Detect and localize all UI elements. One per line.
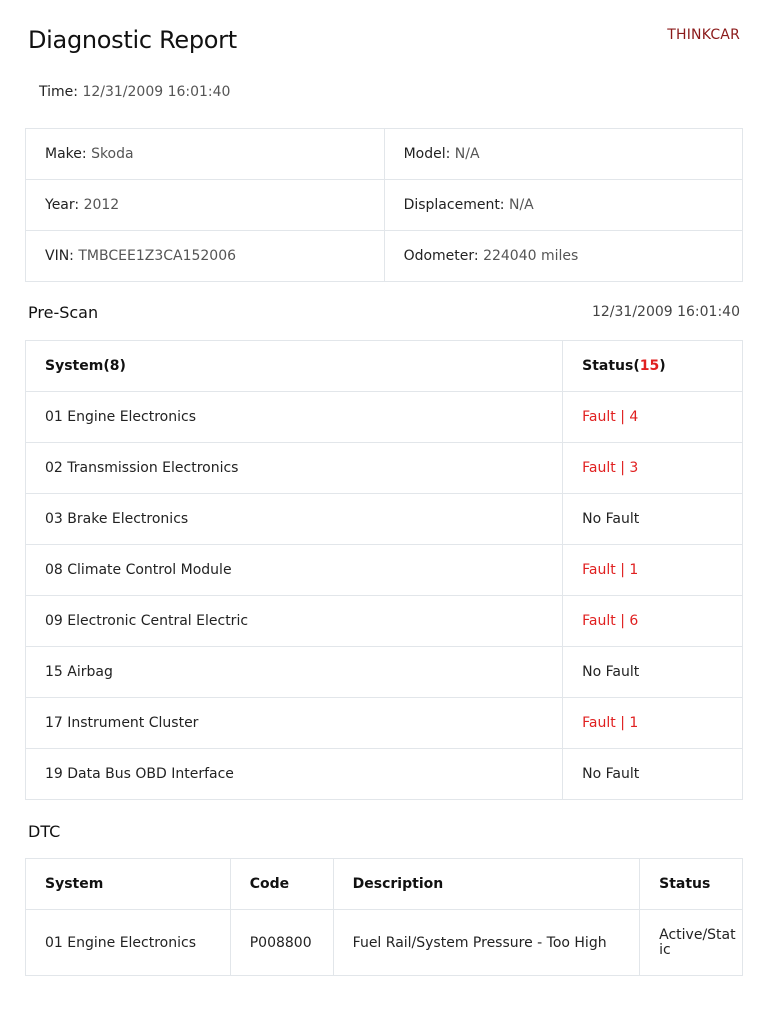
make-cell [26,129,385,180]
displacement-cell [384,180,742,231]
odometer-label: Odometer: [403,248,479,264]
system-name: 01 Engine Electronics [26,392,563,443]
status-fault-count: 15 [639,358,660,374]
table-row [26,545,743,596]
vin-cell [26,231,385,282]
prescan-section-title: Pre-Scan [28,303,99,322]
page-title: Diagnostic Report [28,26,237,54]
system-status: Fault | 1 [563,698,743,749]
vehicle-row [26,180,743,231]
table-row [26,494,743,545]
status-header-prefix: Status( [582,358,640,374]
dtc-code: P008800 [230,910,333,976]
model-value: N/A [454,146,480,162]
displacement-label: Displacement: [403,197,505,213]
make-value: Skoda [91,146,134,162]
table-row [26,596,743,647]
table-row [26,698,743,749]
dtc-header-row [26,859,743,910]
vehicle-row [26,231,743,282]
year-cell [26,180,385,231]
brand-logo-text: THINKCAR [667,27,740,43]
dtc-table [25,858,743,976]
model-cell [384,129,742,180]
dtc-description: Fuel Rail/System Pressure - Too High [333,910,639,976]
system-status: No Fault [563,749,743,800]
system-name: 03 Brake Electronics [26,494,563,545]
prescan-table [25,340,743,800]
system-name: 15 Airbag [26,647,563,698]
dtc-col-status: Status [640,859,743,910]
model-label: Model: [403,146,451,162]
system-status: Fault | 4 [563,392,743,443]
system-name: 17 Instrument Cluster [26,698,563,749]
dtc-col-system: System [26,859,231,910]
dtc-system: 01 Engine Electronics [26,910,231,976]
system-status: Fault | 1 [563,545,743,596]
dtc-col-description: Description [333,859,639,910]
vin-value: TMBCEE1Z3CA152006 [78,248,237,264]
system-status: No Fault [563,647,743,698]
dtc-section-title: DTC [28,822,61,841]
prescan-col-system: System(8) [26,341,563,392]
dtc-status: Active/Static [640,910,743,976]
year-value: 2012 [83,197,120,213]
system-status: Fault | 3 [563,443,743,494]
prescan-col-status [563,341,743,392]
vehicle-info-table [25,128,743,282]
system-name: 19 Data Bus OBD Interface [26,749,563,800]
table-row [26,443,743,494]
system-status: No Fault [563,494,743,545]
report-time [39,84,230,100]
make-label: Make: [45,146,87,162]
system-status: Fault | 6 [563,596,743,647]
displacement-value: N/A [508,197,534,213]
time-label: Time: [39,84,78,100]
dtc-col-code: Code [230,859,333,910]
system-name: 08 Climate Control Module [26,545,563,596]
odometer-value: 224040 miles [483,248,579,264]
system-name: 02 Transmission Electronics [26,443,563,494]
status-header-suffix: ) [659,358,666,374]
prescan-time: 12/31/2009 16:01:40 [591,304,740,320]
vin-label: VIN: [45,248,74,264]
table-row [26,392,743,443]
table-row [26,910,743,976]
system-name: 09 Electronic Central Electric [26,596,563,647]
odometer-cell [384,231,742,282]
year-label: Year: [45,197,80,213]
table-row [26,647,743,698]
time-value: 12/31/2009 16:01:40 [82,84,231,100]
table-row [26,749,743,800]
prescan-header-row [26,341,743,392]
vehicle-row [26,129,743,180]
